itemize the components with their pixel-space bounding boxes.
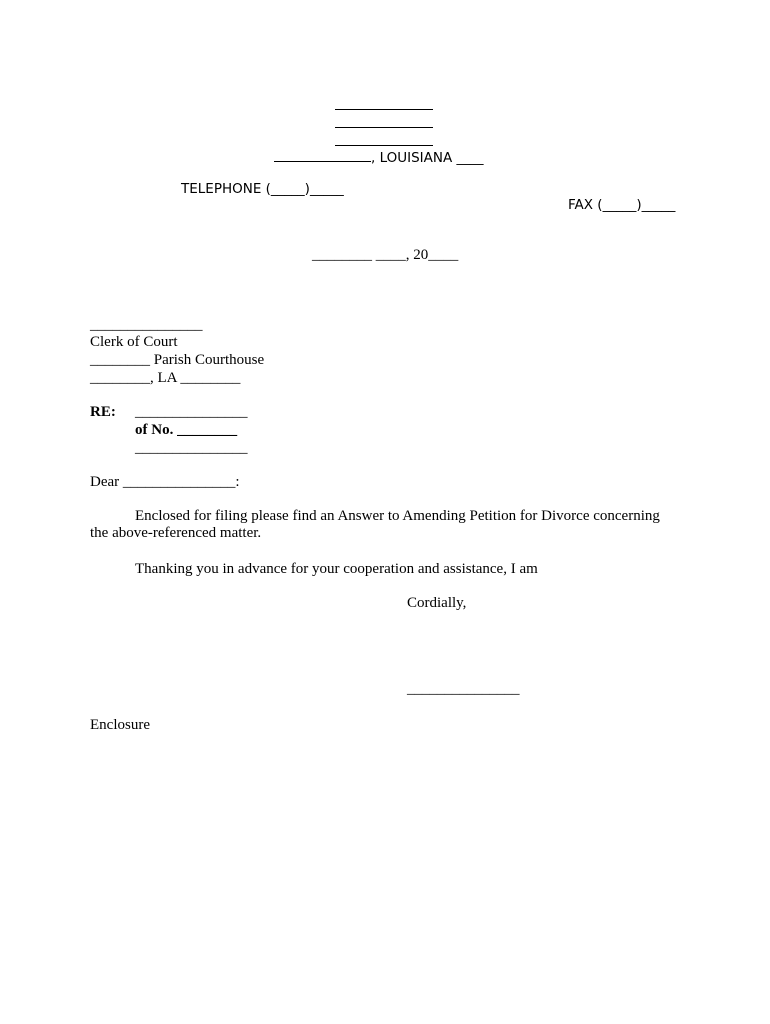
re-line-1: _______________: [135, 404, 248, 420]
fax-line: FAX (_____)_____: [568, 197, 676, 213]
letterhead-city-line: [274, 147, 484, 167]
re-line-3: _______________: [135, 440, 248, 456]
addressee-title: Clerk of Court: [90, 334, 178, 350]
addressee-name-blank: _______________: [90, 317, 203, 333]
signature-blank: _______________: [407, 681, 520, 697]
enclosure-note: Enclosure: [90, 717, 150, 733]
letterhead-name-line: [335, 109, 433, 110]
addressee-courthouse: ________ Parish Courthouse: [90, 352, 265, 368]
letterhead-address-line: [335, 127, 433, 128]
telephone-line: TELEPHONE (_____)_____: [181, 181, 344, 197]
city-blank: [274, 147, 371, 162]
city-state-text: , LOUISIANA ____: [371, 150, 484, 166]
thanks-paragraph: Thanking you in advance for your cooperation and assistance, I am: [135, 561, 538, 577]
addressee-city-state: ________, LA ________: [90, 370, 241, 386]
body-paragraph: Enclosed for filing please find an Answer to Amending Petition for Divorce concerning the above-referenced matter.: [90, 508, 660, 541]
salutation: Dear _______________:: [90, 474, 240, 490]
letterhead-address-line-2: [335, 145, 433, 146]
closing: Cordially,: [407, 595, 467, 611]
re-label: RE:: [90, 404, 116, 420]
date-line: ________ ____, 20____: [312, 247, 459, 263]
re-line-2: of No. ________: [135, 422, 238, 438]
